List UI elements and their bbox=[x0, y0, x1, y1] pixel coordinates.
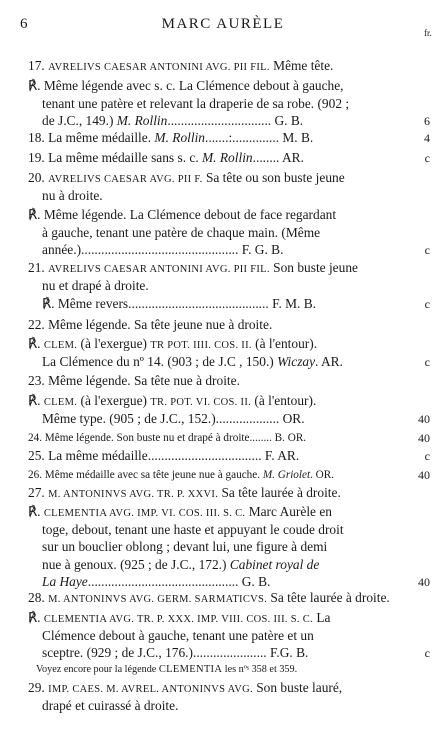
entry-text: nu et drapé à droite. bbox=[42, 277, 149, 293]
entry-line bbox=[28, 373, 240, 389]
entry-text: ℟. Même légende. La Clémence debout de face regardant bbox=[28, 207, 337, 222]
currency-label: fr. bbox=[424, 28, 432, 38]
legend-text: M. ANTONINVS AVG. GERM. SARMATICVS. bbox=[48, 594, 268, 605]
entry-text: 18. La même médaille. bbox=[28, 130, 155, 145]
entry-line bbox=[28, 207, 336, 223]
entry-text: ℟. bbox=[28, 336, 44, 351]
entry-text: ℟. bbox=[28, 610, 44, 625]
legend-text: CLEMENTIA AVG. IMP. VI. COS. III. S. C. bbox=[43, 508, 246, 519]
entry-line bbox=[28, 260, 358, 276]
collection-name: M. Rollin bbox=[202, 150, 253, 165]
entry-line bbox=[42, 698, 178, 714]
entry-text: Clémence debout à gauche, tenant une patère et un bbox=[42, 627, 314, 643]
entry-line bbox=[28, 317, 272, 333]
entry-text: .......:.............. M. B. bbox=[205, 130, 314, 145]
entry-text: drapé et cuirassé à droite. bbox=[42, 697, 179, 713]
legend-text: TR POT. IIII. COS. II. bbox=[150, 340, 252, 351]
entry-text: Son buste jeune bbox=[269, 260, 358, 275]
entry-text: Même tête. bbox=[269, 58, 334, 73]
entry-line bbox=[42, 113, 303, 129]
entry-text: 24. Même légende. Son buste nu et drapé à droite........ B. OR. bbox=[28, 432, 307, 444]
collection-name: M. Griolet bbox=[262, 469, 311, 481]
entry-line bbox=[42, 278, 149, 294]
entry-line bbox=[42, 539, 327, 555]
price-value: c bbox=[424, 646, 430, 661]
entry-line bbox=[28, 610, 330, 626]
collection-name: Wiczay bbox=[277, 353, 316, 369]
page-header bbox=[0, 16, 446, 36]
entry-text: Même type. (905 ; de J.C., 152.)................... OR. bbox=[42, 410, 305, 426]
collection-name: Cabinet royal de bbox=[229, 556, 320, 572]
entry-text: 27. bbox=[28, 485, 49, 500]
price-value: 40 bbox=[418, 431, 430, 445]
entry-text: (à l'entour). bbox=[251, 336, 318, 351]
entry-line bbox=[42, 574, 270, 590]
legend-text: AVRELIVS CAESAR AVG. PII F. bbox=[48, 174, 203, 185]
legend-text: IMP. CAES. M. AVREL. ANTONINVS AVG. bbox=[48, 684, 253, 695]
entry-text: ............................... G. B. bbox=[167, 113, 304, 129]
legend-text: AVRELIVS CAESAR ANTONINI AVG. PII FIL. bbox=[48, 264, 270, 275]
price-value: c bbox=[424, 297, 430, 311]
entry-text: ℟. Même revers.......................................... F. M. B. bbox=[42, 296, 317, 311]
price-value: c bbox=[424, 243, 430, 258]
entry-line bbox=[28, 393, 316, 409]
legend-text: CLEMENTIA AVG. TR. P. XXX. IMP. VIII. COS. III. S. C. bbox=[43, 614, 313, 625]
entry-text: 29. bbox=[28, 680, 49, 695]
entry-text: sur un bouclier oblong ; devant lui, une figure à demi bbox=[42, 539, 328, 555]
entry-text: 26. Même médaille avec sa tête jeune nue à gauche. bbox=[28, 469, 263, 481]
entry-text: à gauche, tenant une patère de chaque main. (Même bbox=[42, 224, 321, 240]
entry-line bbox=[28, 504, 332, 520]
entry-line bbox=[36, 662, 297, 678]
entry-text: 22. Même légende. Sa tête jeune nue à droite. bbox=[28, 317, 273, 332]
entry-line bbox=[42, 645, 308, 661]
entry-text: (à l'entour). bbox=[251, 393, 317, 408]
entry-line bbox=[28, 485, 341, 501]
entry-line bbox=[28, 78, 344, 94]
entry-text: (à l'exergue) bbox=[77, 336, 151, 351]
entry-text: année.)............................................... F. G. B. bbox=[42, 242, 284, 258]
entry-line bbox=[28, 590, 390, 606]
price-value: 40 bbox=[418, 468, 430, 482]
entry-line bbox=[28, 170, 345, 186]
entry-line bbox=[42, 96, 349, 112]
entry-line bbox=[28, 430, 306, 446]
entry-text: 23. Même légende. Sa tête nue à droite. bbox=[28, 373, 240, 388]
legend-text: M. ANTONINVS AVG. TR. P. XXVI. bbox=[48, 489, 219, 500]
price-value: c bbox=[424, 449, 430, 463]
collection-name: La Haye bbox=[42, 574, 88, 590]
collection-name: M. Rollin bbox=[116, 113, 168, 129]
entry-text: . AR. bbox=[315, 353, 343, 369]
entry-text: de J.C., 149.) bbox=[42, 113, 117, 129]
entry-line bbox=[28, 130, 313, 146]
price-value: 40 bbox=[418, 575, 430, 590]
entry-text: 28. bbox=[28, 590, 49, 605]
entry-line bbox=[42, 242, 283, 258]
legend-text: TR. POT. VI. COS. II. bbox=[150, 397, 252, 408]
entry-text: 21. bbox=[28, 260, 49, 275]
entry-line bbox=[42, 296, 316, 312]
entry-text: 17. bbox=[28, 58, 49, 73]
legend-text: CLEM. bbox=[43, 340, 78, 351]
entry-text: ℟. bbox=[28, 504, 44, 519]
entry-text: La bbox=[312, 610, 331, 625]
entry-text: . OR. bbox=[310, 469, 335, 481]
entry-line bbox=[42, 557, 319, 573]
price-value: c bbox=[424, 354, 430, 369]
page-number: 6 bbox=[20, 16, 28, 32]
entry-text: ℟. Même légende avec s. c. La Clémence debout à gauche, bbox=[28, 78, 344, 93]
entry-text: tenant une patère et relevant la draperie de sa robe. (902 ; bbox=[42, 95, 350, 111]
entry-text: ........ AR. bbox=[252, 150, 304, 165]
legend-text: AVRELIVS CAESAR ANTONINI AVG. PII FIL. bbox=[48, 62, 270, 73]
price-value: 4 bbox=[424, 131, 430, 145]
entry-text: sceptre. (929 ; de J.C., 176.)...................... F.G. B. bbox=[42, 645, 309, 661]
entry-line bbox=[42, 628, 314, 644]
entry-text: Sa tête ou son buste jeune bbox=[202, 170, 345, 185]
entry-text: ............................................. G. B. bbox=[87, 574, 271, 590]
entry-line bbox=[42, 354, 343, 370]
entry-line bbox=[42, 522, 344, 538]
collection-name: M. Rollin bbox=[154, 130, 206, 145]
entry-text: La Clémence du nº 14. (903 ; de J.C , 150.) bbox=[42, 353, 278, 369]
entry-text: ℟. bbox=[28, 393, 44, 408]
entry-line bbox=[28, 58, 333, 74]
entry-text: Sa tête laurée à droite. bbox=[218, 485, 341, 500]
entry-text: les nºˢ 358 et 359. bbox=[222, 664, 298, 675]
entry-text: Marc Aurèle en bbox=[245, 504, 332, 519]
price-value: c bbox=[424, 151, 430, 165]
entry-text: nu à droite. bbox=[42, 187, 103, 203]
entry-text: Voyez encore pour la légende bbox=[36, 664, 159, 675]
running-title: MARC AURÈLE bbox=[161, 16, 285, 32]
entry-text: (à l'exergue) bbox=[77, 393, 151, 408]
entry-line bbox=[42, 411, 305, 427]
entry-line bbox=[28, 336, 317, 352]
entry-text: nue à genoux. (925 ; de J.C., 172.) bbox=[42, 556, 230, 572]
price-value: 40 bbox=[418, 411, 430, 426]
entry-line bbox=[28, 467, 334, 483]
entry-line bbox=[42, 188, 103, 204]
entry-text: 19. La même médaille sans s. c. bbox=[28, 150, 203, 165]
entry-line bbox=[28, 448, 299, 464]
price-value: 6 bbox=[424, 114, 430, 129]
entry-line bbox=[28, 680, 342, 696]
entry-line bbox=[42, 225, 320, 241]
legend-text: CLEM. bbox=[43, 397, 78, 408]
entry-text: toge, debout, tenant une haste et appuyant le coude droit bbox=[42, 521, 344, 537]
entry-line bbox=[28, 150, 304, 166]
entry-text: Sa tête laurée à droite. bbox=[267, 590, 390, 605]
entry-text: 25. La même médaille.................................. F. AR. bbox=[28, 448, 300, 463]
entry-text: 20. bbox=[28, 170, 49, 185]
legend-text: CLEMENTIA bbox=[158, 664, 223, 675]
entry-text: Son buste lauré, bbox=[252, 680, 343, 695]
